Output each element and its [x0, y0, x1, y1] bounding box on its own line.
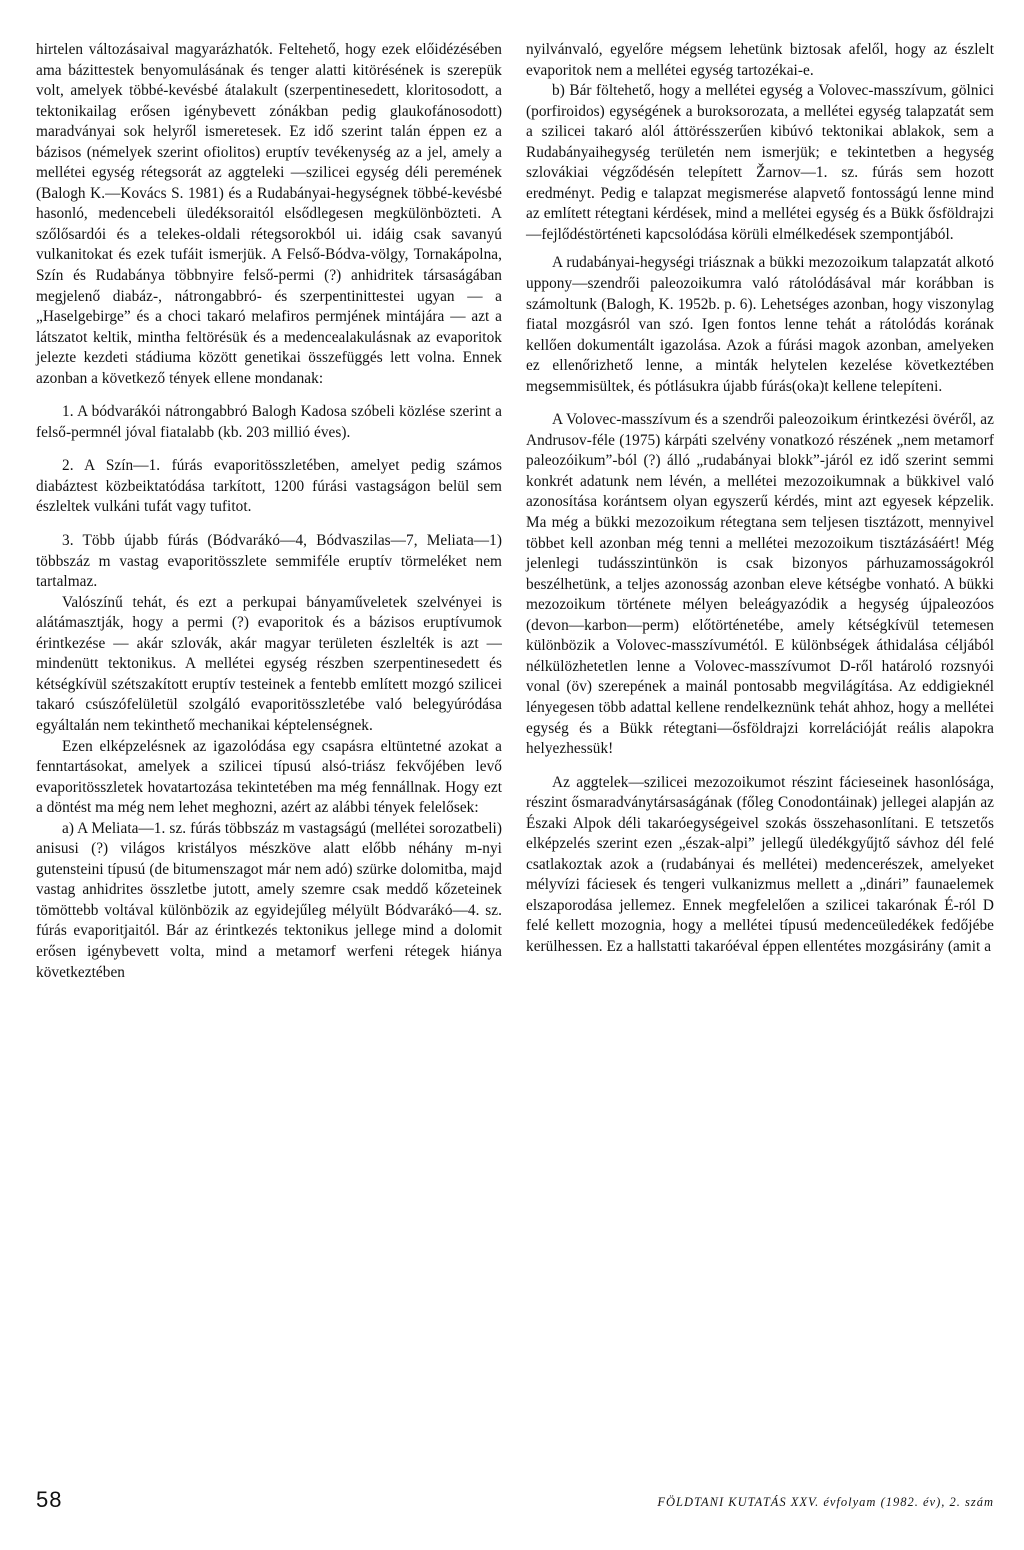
paragraph: Az aggtelek—szilicei mezozoikumot részint fácieseinek hasonlósága, részint ősmaradványtársaságának (főleg Conodontáinak) jellegei alapján az Északi Alpok déli takaróegységeivel szokás összehasonlítani. E tetszetős elképzelés szerint ezen „észak-alpi” jellegű üledékgyűjtő sávhoz dél felé csatlakoztak azok a (rudabányai és mellétei) medencerészek, amelyeket mélyvízi fáciesek és tengeri vulkanizmus mellett a „dinári” faunaelemek elszaporodása jellemez. Ennek megfelelően a szilicei takarónak É-ról D felé kellett mozognia, hogy a mellétei típusú medenceüledékek fedőjébe kerülhessen. Ez a hallstatti takaróéval éppen ellentétes mozgásirány (amit a: [526, 773, 994, 955]
page-footer: [36, 1487, 994, 1517]
paragraph: Valószínű tehát, és ezt a perkupai bányaműveletek szelvényei is alátámasztják, hogy a permi (?) evaporitok és a bázisos eruptívumok érintkezése — akár szlovák, akár magyar területen észlelték is azt — mindenütt tektonikus. A mellétei egység részben szerpentinesedett és kétségkívül szétszakított eruptív testeinek a fentebb említett mozgó szilicei takaró csúszófelületül szolgáló evaporitösszletébe való belegyúródása egyáltalán nem tekinthető mechanikai képtelenségnek.: [36, 593, 502, 734]
page-number: 58: [36, 1487, 63, 1512]
paragraph: hirtelen változásaival magyarázhatók. Feltehető, hogy ezek előidézésében ama bázittestek benyomulásának és tenger alatti kitörésének is szerepük volt, amelyek többé-kevésbé átalakult (szerpentinesedett, kloritosodott, a tektonikailag erősen igénybevett zónákban pedig glaukofánosodott) maradványai sok helyről ismeretesek. Ez idő szerint talán éppen ez a bázisos (némelyek szerint ofiolitos) eruptív tevékenység az a jel, amely a mellétei egység rétegsorát az aggteleki —szilicei egység déli peremének (Balogh K.—Kovács S. 1981) és a Rudabányai-hegységnek többé-kevésbé hasonló, medencebeli üledéksoraitól elsődlegesen megkülönbözteti. A szőlősardói és a telekes-oldali rétegsorokból ui. idáig csak savanyú vulkanitokat és ezek tufáit ismerjük. A Felső-Bódva-völgy, Tornakápolna, Szín és Rudabánya többnyire felső-permi (?) anhidritek társaságában megjelenő diabáz-, nátrongabbró- és szerpentinittestei ugyan — a „Haselgebirge” és a choci takaró melafiros permjének mintájára — azt a látszatot keltik, mintha feltörésük és a medencealakulásnak az evaporitok jelezte kezdeti stádiuma között genetikai összefüggés lett volna. Ennek azonban a következő tények ellene mondanak:: [36, 41, 502, 387]
paragraph: A Volovec-masszívum és a szendrői paleozoikum érintkezési övéről, az Andrusov-féle (1975) kárpáti szelvény vonatkozó részének „nem metamorf paleozóikum”-ból (?) álló „rudabányai blokk”-járól ez idő szerint semmi konkrét adatunk nem lévén, a mellétei mezozoikumnak a bükkivel való azonosítása korántsem olyan egyszerű kérdés, mint azt egyesek képzelik. Ma még a bükki mezozoikum rétegtana sem teljesen tisztázott, mennyivel többet kell azonban még tenni a mellétei mezozoikum tisztázásáért! Még jelenlegi tudásszintünkön is csak bizonyos párhuzamosságokról beszélhetünk, a teljes azonosság azonban eleve kétségbe vonható. A bükki mezozoikum története mélyen beleágyazódik a hegység újpaleozóos (devon—karbon—perm) előtörténetébe, amely kétségkívül tetemesen különbözik a Volovec-masszívumétól. E különbségek áthidalása céljából nélkülözhetetlen lenne a Volovec-masszívumot D-ről határoló rozsnyói vonal (öv) szerepének a mainál pontosabb megvilágítása. Az eddigieknél lényegesen több adattal kellene rendelkeznünk tehát ahhoz, hogy a mellétei egység és a Bükk rétegtani—ősföldrajzi korrelációját reális alapokra helyezhessük!: [526, 411, 994, 758]
right-column: [526, 40, 994, 958]
paragraph: Ezen elképzelésnek az igazolódása egy csapásra eltüntetné azokat a fenntartásokat, amelyek a szilicei típusú alsó-triász fekvőjében levő evaporitösszletek hovatartozása tekintetében ma még fennállnak. Hogy ezt a döntést ma még nem lehet meghozni, azért az alábbi tények felelősek:: [36, 737, 502, 817]
paragraph: nyilvánvaló, egyelőre mégsem lehetünk biztosak afelől, hogy az észlelt evaporitok nem a mellétei egység tartozékai-e.: [526, 41, 994, 79]
list-item: b) Bár föltehető, hogy a mellétei egység a Volovec-masszívum, gölnici (porfiroidos) egységének a buroksorozata, a mellétei egység talapzatát sem a szilicei takaró alól áttörésszerűen kibúvó tektonikai ablakok, sem a Rudabányaihegység területén nem ismerjük; e tekintetben a hegység szlovákiai végződésén telepített Žarnov—1. sz. fúrás sem hozott eredményt. Pedig e talapzat megismerése alapvető fontosságú lenne mind az említett rétegtani kérdések, mind a mellétei egység és a Bükk ősföldrajzi—fejlődéstörténeti kapcsolódása körüli elmélkedések szempontjából.: [526, 82, 994, 243]
list-item: 1. A bódvarákói nátrongabbró Balogh Kadosa szóbeli közlése szerint a felső-permnél jóval fiatalabb (kb. 203 millió éves).: [36, 403, 502, 441]
journal-citation: FÖLDTANI KUTATÁS XXV. évfolyam (1982. év), 2. szám: [657, 1495, 994, 1509]
list-item: 3. Több újabb fúrás (Bódvarákó—4, Bódvaszilas—7, Meliata—1) többszáz m vastag evaporitösszlete semmiféle eruptív törmeléket nem tartalmaz.: [36, 532, 502, 591]
left-column: [36, 40, 502, 983]
paragraph: A rudabányai-hegységi triásznak a bükki mezozoikum talapzatát alkotó uppony—szendrői paleozoikumra való rátolódásával már korábban is számoltunk (Balogh, K. 1952b. p. 6). Lehetséges azonban, hogy viszonylag fiatal mozgásról van szó. Igen fontos lenne tehát a rátolódás korának kellően dokumentált igazolása. Azok a fúrási magok azonban, amelyeken ez ellenőrizhető lenne, a minták helytelen kezelése következtében megsemmisültek, és pótlásukra újabb fúrás(oka)t kellene telepíteni.: [526, 254, 994, 395]
list-item: 2. A Szín—1. fúrás evaporitösszletében, amelyet pedig számos diabáztest közbeiktatódása tarkított, 1200 fúrási vastagságon belül sem észleltek vulkáni tufát vagy tufitot.: [36, 457, 502, 516]
list-item: a) A Meliata—1. sz. fúrás többszáz m vastagságú (mellétei sorozatbeli) anisusi (?) világos kristályos mészköve alatt előbb néhány m-nyi gutensteini típusú (de bitumenszagot már nem adó) szürke dolomitba, majd vastag anhidrites összletbe jutott, amely szemre csak meddő kőzeteinek tömöttebb voltával különbözik az egyidejűleg mélyült Bódvarákó—4. sz. fúrás evaporitjaitól. Bár az érintkezés tektonikus jellege mind a dolomit erősen igénybevett volta, mind a metamorf werfeni rétegek hiánya következtében: [36, 819, 502, 981]
